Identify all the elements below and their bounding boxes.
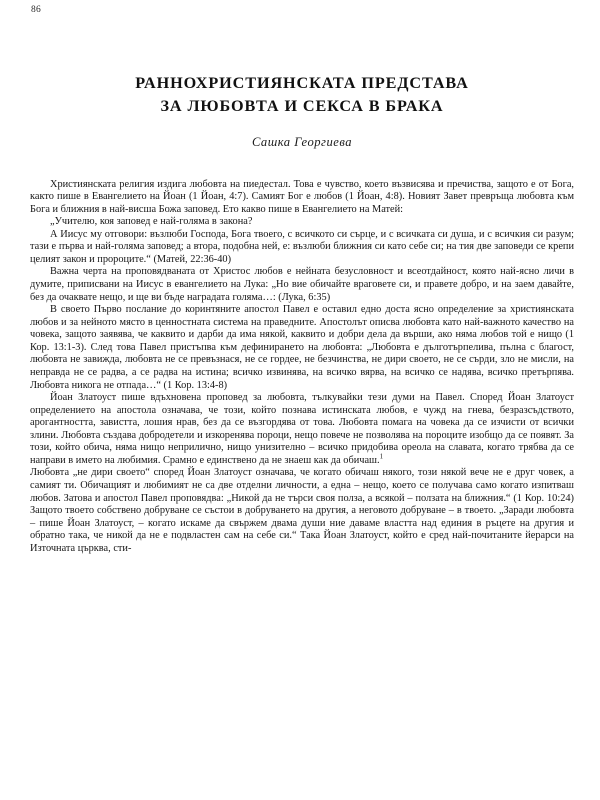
body-text [30, 179, 574, 556]
paragraph-3: А Иисус му отговори: възлюби Господа, Бога твоего, с всичкото си сърце, и с всичката си душа, и с всичкия си разум; тази е първа и най-голяма заповед; а втора, подобна ней, е: възлюби ближния си като себе си; на тия две заповеди се крепи целият закон и пророците.“ (Матей, 22:36-40) [30, 228, 574, 265]
author-name: Сашка Георгиева [251, 134, 353, 149]
footnote-marker: 1 [379, 452, 384, 461]
title-block [30, 72, 574, 118]
paragraph-7: Любовта „не дири своето“ според Йоан Златоуст означава, че когато обичаш някого, този някой вече не е друг човек, а самият ти. Обичащият и любимият не са две отделни личности, а една – нещо, което се получава само когато изпитваш любов. Затова и апостол Павел проповядва: „Никой да не търси своя полза, а всякой – ползата на ближния.“ (1 Кор. 10:24) Защото твоето собствено добруване се състои в добруването на другия, а неговото добруване – в твоето. „Заради любовта – пише Йоан Златоуст, – когато искаме да свържем двама души ние даваме властта над единия в ръцете на другия и обратно така, че никой да не е подвластен сам на себе си.“ Така Йоан Златоуст, който е сред най-почитаните йерарси на Източната църква, сти- [30, 467, 574, 554]
paragraph-5: В своето Първо послание до коринтяните апостол Павел е оставил едно доста ясно определение за християнската любов и за нейното място в ценностната система на праведните. Апостолът описва любовта като най-важното качество на човека, защото заявява, че каквито и дарби да има някой, каквито и добри дела да върши, ако няма любов той е нищо (1 Кор. 13:1-3). След това Павел пристъпва към дефинирането на любовта: „Любовта е дълготърпелива, пълна с благост, любовта не завижда, любовта не се превъзнася, не се гордее, не безчинства, не дири своето, не се сърди, зло не мисли, на неправда не се радва, а се радва на истина; всичко извинява, на всичко вярва, на всичко се надява, всичко претърпява. Любовта никога не отпада…“ (1 Кор. 13:4-8) [30, 304, 574, 391]
page-title-line-2: ЗА ЛЮБОВТА И СЕКСА В БРАКА [160, 96, 444, 115]
paragraph-4: Важна черта на проповядваната от Христос любов е нейната безусловност и всеотдайност, която най-ясно личи в думите, приписвани на Иисус в евангелието на Лука: „Но вие обичайте враговете си, и правете добро, и на заем давайте, без да очаквате нещо, и ще ви бъде наградата голяма…: (Лука, 6:35) [30, 266, 574, 303]
paragraph-6 [30, 392, 574, 467]
paragraph-6-text: Йоан Златоуст пише вдъхновена проповед за любовта, тълкувайки тези думи на Павел. Според Йоан Златоуст определението на апостола означава, че този, който познава истинската любов, е чужд на гнева, безразсъдството, арогантността, завистта, лошия нрав, без да се възгордява от това. Любовта помага на човека да се изчисти от всички злини. Любовта създава добродетели и изкоренява пороци, нещо повече не позволява на пороците изобщо да се появят. За този, който обича, няма нищо неприлично, нищо унизително – всичко придобива ореола на славата, когато трябва да се направи в името на любимия. Срамно е единствено да не знаеш как да обичаш. [30, 392, 574, 466]
paragraph-1: Християнската религия издига любовта на пиедестал. Това е чувство, което възвисява и пречиства, защото е от Бога, както пише в Евангелието на Йоан (1 Йоан, 4:7). Самият Бог е любов (1 Йоан, 4:8). Новият Завет превръща любовта към Бога и ближния в най-висша Божа заповед. Ето какво пише в Евангелието на Матей: [30, 178, 574, 215]
page-number: 86 [31, 5, 41, 15]
paragraph-2: „Учителю, коя заповед е най-голяма в закона? [50, 216, 253, 228]
page-title-line-1: РАННОХРИСТИЯНСКАТА ПРЕДСТАВА [135, 73, 469, 92]
